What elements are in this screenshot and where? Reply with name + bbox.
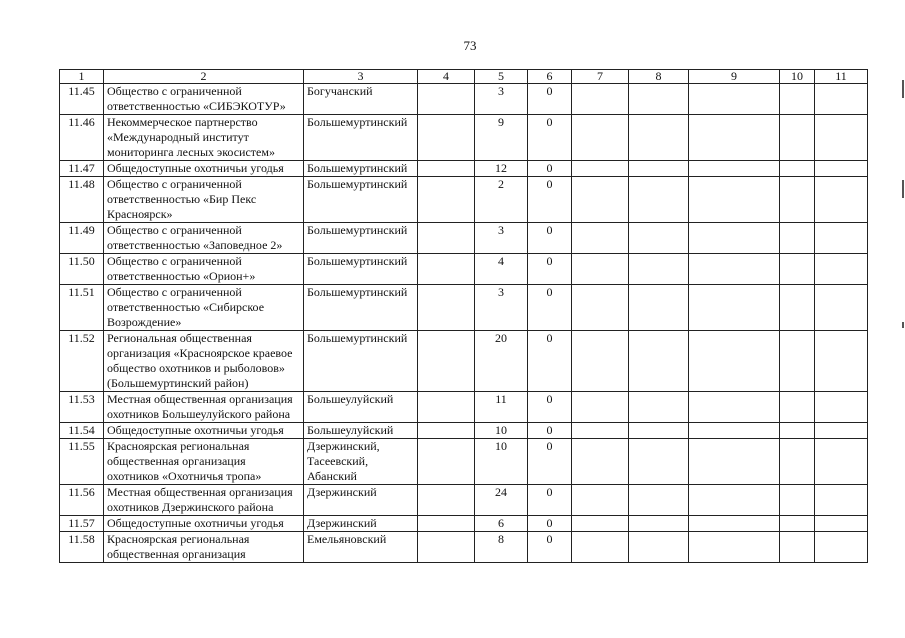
cell-col-9 (689, 161, 780, 177)
cell-col-3: Большеулуйский (304, 392, 418, 423)
cell-col-11 (815, 423, 868, 439)
cell-col-4 (418, 115, 475, 161)
table-row (60, 177, 868, 223)
cell-col-2: Некоммерческое партнерство «Международный институт мониторинга лесных экосистем» (104, 115, 304, 161)
cell-col-2: Общедоступные охотничьи угодья (104, 161, 304, 177)
cell-col-9 (689, 254, 780, 285)
cell-col-10 (780, 177, 815, 223)
column-header: 5 (475, 70, 528, 84)
cell-col-8 (629, 485, 689, 516)
cell-col-7 (572, 285, 629, 331)
cell-col-6: 0 (528, 254, 572, 285)
cell-col-4 (418, 392, 475, 423)
cell-col-6: 0 (528, 392, 572, 423)
cell-col-1: 11.49 (60, 223, 104, 254)
cell-col-5: 2 (475, 177, 528, 223)
cell-col-8 (629, 285, 689, 331)
cell-col-3: Большеулуйский (304, 423, 418, 439)
cell-col-3: Дзержинский (304, 516, 418, 532)
table-row (60, 254, 868, 285)
column-header: 2 (104, 70, 304, 84)
header-row (60, 70, 868, 84)
cell-col-11 (815, 84, 868, 115)
cell-col-3: Большемуртинский (304, 331, 418, 392)
cell-col-5: 8 (475, 532, 528, 563)
cell-col-9 (689, 532, 780, 563)
table-row (60, 423, 868, 439)
column-header: 6 (528, 70, 572, 84)
cell-col-1: 11.46 (60, 115, 104, 161)
table-row (60, 223, 868, 254)
cell-col-3: Большемуртинский (304, 161, 418, 177)
cell-col-7 (572, 84, 629, 115)
cell-col-10 (780, 439, 815, 485)
table-row (60, 392, 868, 423)
cell-col-5: 9 (475, 115, 528, 161)
cell-col-3: Дзержинский (304, 485, 418, 516)
cell-col-5: 3 (475, 223, 528, 254)
cell-col-2: Общество с ограниченной ответственностью «СИБЭКОТУР» (104, 84, 304, 115)
cell-col-6: 0 (528, 177, 572, 223)
cell-col-3: Емельяновский (304, 532, 418, 563)
cell-col-1: 11.50 (60, 254, 104, 285)
table-row (60, 516, 868, 532)
cell-col-10 (780, 115, 815, 161)
cell-col-8 (629, 223, 689, 254)
cell-col-11 (815, 285, 868, 331)
cell-col-6: 0 (528, 285, 572, 331)
cell-col-1: 11.54 (60, 423, 104, 439)
cell-col-2: Красноярская региональная общественная организация охотников «Охотничья тропа» (104, 439, 304, 485)
cell-col-3: Большемуртинский (304, 254, 418, 285)
cell-col-9 (689, 439, 780, 485)
cell-col-11 (815, 161, 868, 177)
cell-col-7 (572, 423, 629, 439)
cell-col-6: 0 (528, 516, 572, 532)
cell-col-11 (815, 223, 868, 254)
cell-col-10 (780, 161, 815, 177)
cell-col-10 (780, 254, 815, 285)
cell-col-2: Общество с ограниченной ответственностью «Бир Пекс Красноярск» (104, 177, 304, 223)
cell-col-11 (815, 392, 868, 423)
cell-col-10 (780, 423, 815, 439)
table-row (60, 532, 868, 563)
cell-col-2: Общедоступные охотничьи угодья (104, 516, 304, 532)
cell-col-3: Богучанский (304, 84, 418, 115)
cell-col-11 (815, 485, 868, 516)
cell-col-6: 0 (528, 331, 572, 392)
cell-col-7 (572, 485, 629, 516)
cell-col-3: Большемуртинский (304, 115, 418, 161)
cell-col-7 (572, 516, 629, 532)
page-number: 73 (463, 38, 477, 53)
column-header: 8 (629, 70, 689, 84)
cell-col-11 (815, 516, 868, 532)
cell-col-8 (629, 439, 689, 485)
cell-col-4 (418, 285, 475, 331)
cell-col-9 (689, 285, 780, 331)
cell-col-4 (418, 223, 475, 254)
cell-col-9 (689, 516, 780, 532)
cell-col-8 (629, 115, 689, 161)
cell-col-4 (418, 439, 475, 485)
cell-col-1: 11.53 (60, 392, 104, 423)
cell-col-1: 11.58 (60, 532, 104, 563)
cell-col-10 (780, 485, 815, 516)
cell-col-5: 10 (475, 439, 528, 485)
cell-col-10 (780, 84, 815, 115)
cell-col-8 (629, 423, 689, 439)
cell-col-8 (629, 254, 689, 285)
cell-col-1: 11.55 (60, 439, 104, 485)
cell-col-11 (815, 254, 868, 285)
scan-edge-mark (902, 180, 904, 198)
column-header: 10 (780, 70, 815, 84)
cell-col-8 (629, 516, 689, 532)
cell-col-6: 0 (528, 439, 572, 485)
column-header: 3 (304, 70, 418, 84)
cell-col-7 (572, 223, 629, 254)
cell-col-4 (418, 423, 475, 439)
cell-col-10 (780, 532, 815, 563)
cell-col-5: 3 (475, 285, 528, 331)
data-table (59, 69, 868, 563)
table-row (60, 161, 868, 177)
cell-col-5: 24 (475, 485, 528, 516)
cell-col-2: Красноярская региональная общественная организация (104, 532, 304, 563)
cell-col-9 (689, 485, 780, 516)
cell-col-8 (629, 177, 689, 223)
cell-col-8 (629, 161, 689, 177)
cell-col-8 (629, 532, 689, 563)
cell-col-3: Большемуртинский (304, 223, 418, 254)
cell-col-7 (572, 532, 629, 563)
cell-col-2: Местная общественная организация охотников Большеулуйского района (104, 392, 304, 423)
column-header: 1 (60, 70, 104, 84)
cell-col-10 (780, 392, 815, 423)
scan-edge-mark (902, 322, 904, 328)
cell-col-6: 0 (528, 532, 572, 563)
cell-col-1: 11.45 (60, 84, 104, 115)
cell-col-11 (815, 439, 868, 485)
column-header: 4 (418, 70, 475, 84)
cell-col-5: 6 (475, 516, 528, 532)
cell-col-4 (418, 161, 475, 177)
cell-col-2: Местная общественная организация охотников Дзержинского района (104, 485, 304, 516)
cell-col-8 (629, 392, 689, 423)
table-row (60, 439, 868, 485)
cell-col-10 (780, 331, 815, 392)
cell-col-1: 11.56 (60, 485, 104, 516)
cell-col-3: Большемуртинский (304, 177, 418, 223)
cell-col-3: Дзержинский, Тасеевский, Абанский (304, 439, 418, 485)
cell-col-9 (689, 84, 780, 115)
cell-col-7 (572, 115, 629, 161)
cell-col-7 (572, 161, 629, 177)
cell-col-6: 0 (528, 423, 572, 439)
scan-edge-mark (902, 80, 904, 98)
cell-col-7 (572, 439, 629, 485)
cell-col-9 (689, 331, 780, 392)
cell-col-4 (418, 532, 475, 563)
cell-col-7 (572, 177, 629, 223)
cell-col-8 (629, 331, 689, 392)
cell-col-7 (572, 254, 629, 285)
table-row (60, 285, 868, 331)
cell-col-2: Общедоступные охотничьи угодья (104, 423, 304, 439)
cell-col-1: 11.57 (60, 516, 104, 532)
cell-col-11 (815, 532, 868, 563)
cell-col-11 (815, 177, 868, 223)
cell-col-5: 11 (475, 392, 528, 423)
cell-col-1: 11.51 (60, 285, 104, 331)
cell-col-3: Большемуртинский (304, 285, 418, 331)
cell-col-5: 3 (475, 84, 528, 115)
cell-col-2: Общество с ограниченной ответственностью «Орион+» (104, 254, 304, 285)
cell-col-10 (780, 516, 815, 532)
cell-col-4 (418, 516, 475, 532)
cell-col-7 (572, 331, 629, 392)
cell-col-11 (815, 115, 868, 161)
cell-col-9 (689, 115, 780, 161)
table-row (60, 84, 868, 115)
cell-col-5: 20 (475, 331, 528, 392)
table-row (60, 485, 868, 516)
cell-col-9 (689, 223, 780, 254)
cell-col-5: 12 (475, 161, 528, 177)
cell-col-2: Общество с ограниченной ответственностью «Заповедное 2» (104, 223, 304, 254)
cell-col-4 (418, 84, 475, 115)
column-header: 9 (689, 70, 780, 84)
cell-col-6: 0 (528, 115, 572, 161)
cell-col-4 (418, 254, 475, 285)
cell-col-8 (629, 84, 689, 115)
cell-col-4 (418, 485, 475, 516)
table-row (60, 331, 868, 392)
cell-col-10 (780, 223, 815, 254)
cell-col-1: 11.52 (60, 331, 104, 392)
cell-col-11 (815, 331, 868, 392)
cell-col-9 (689, 177, 780, 223)
table-row (60, 115, 868, 161)
cell-col-5: 10 (475, 423, 528, 439)
cell-col-7 (572, 392, 629, 423)
column-header: 7 (572, 70, 629, 84)
cell-col-9 (689, 392, 780, 423)
cell-col-6: 0 (528, 161, 572, 177)
cell-col-6: 0 (528, 84, 572, 115)
cell-col-10 (780, 285, 815, 331)
cell-col-1: 11.47 (60, 161, 104, 177)
cell-col-2: Региональная общественная организация «Красноярское краевое общество охотников и рыболовов» (Большемуртинский район) (104, 331, 304, 392)
cell-col-1: 11.48 (60, 177, 104, 223)
cell-col-6: 0 (528, 223, 572, 254)
cell-col-6: 0 (528, 485, 572, 516)
cell-col-4 (418, 177, 475, 223)
cell-col-4 (418, 331, 475, 392)
column-header: 11 (815, 70, 868, 84)
cell-col-5: 4 (475, 254, 528, 285)
cell-col-9 (689, 423, 780, 439)
cell-col-2: Общество с ограниченной ответственностью «Сибирское Возрождение» (104, 285, 304, 331)
